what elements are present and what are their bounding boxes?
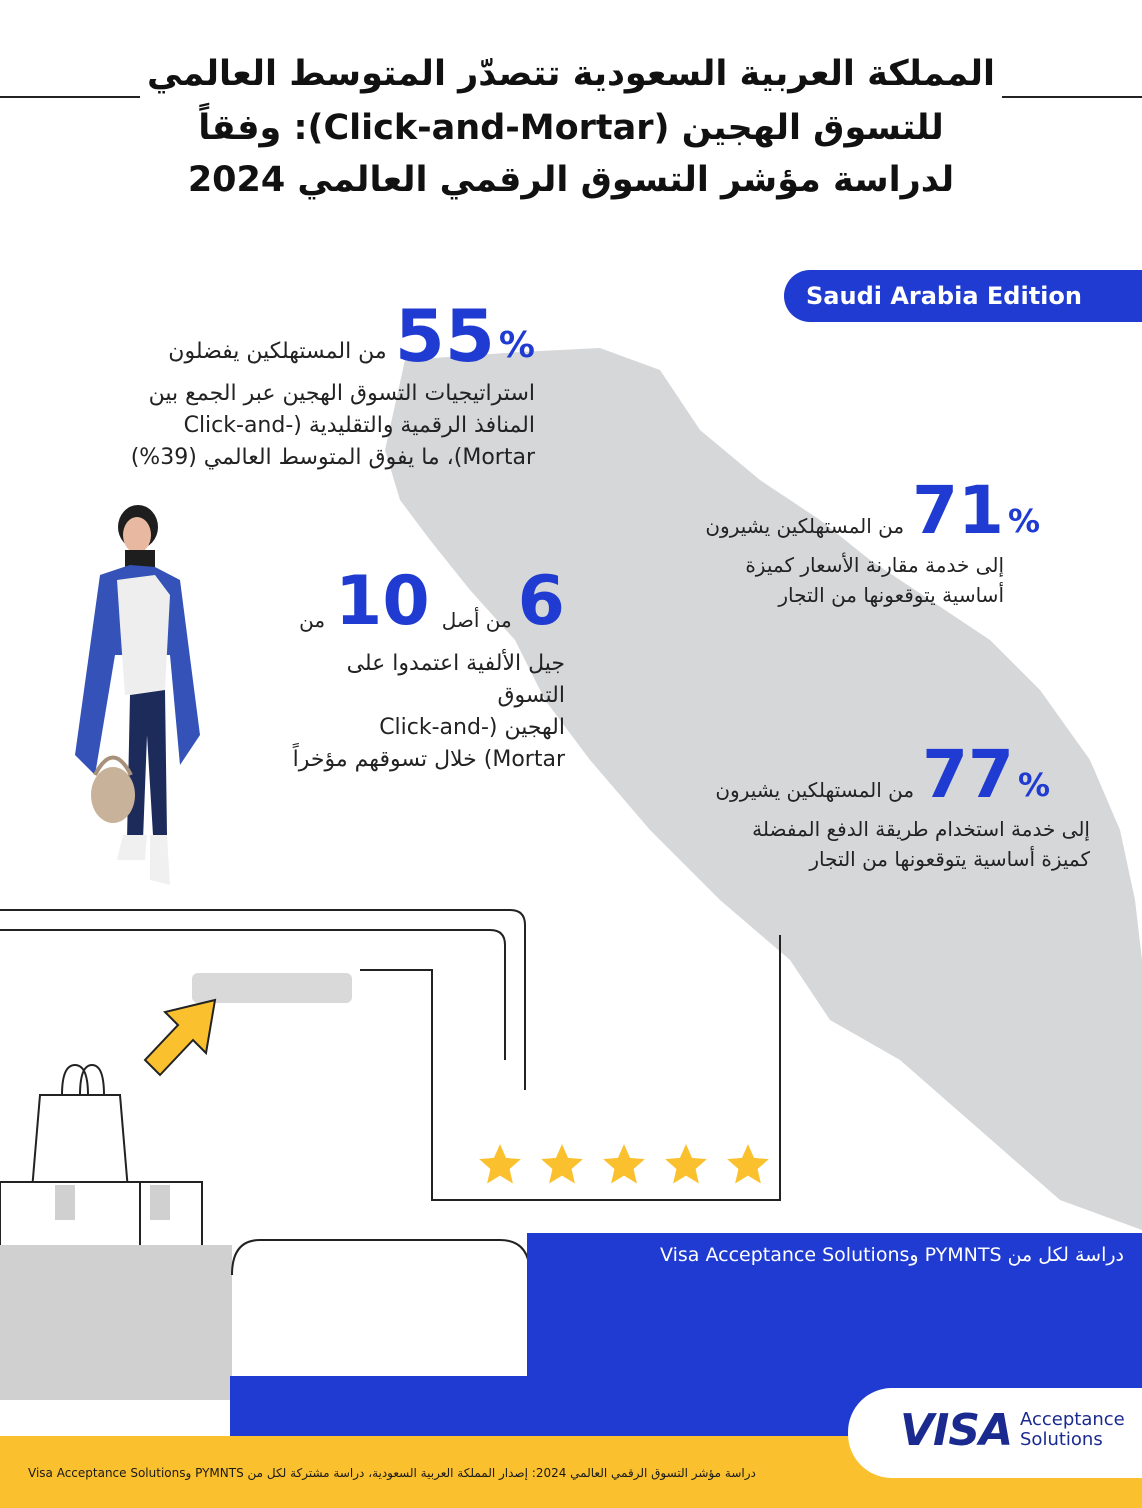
decor-blue-strip: [230, 1376, 580, 1436]
title-line-2: للتسوق الهجين (Click-and-Mortar): وفقاً: [198, 108, 944, 148]
stat-71-percent: %: [1007, 502, 1040, 540]
title-line-3: لدراسة مؤشر التسوق الرقمي العالمي 2024: [187, 160, 955, 200]
stat-77-text-2: كميزة أساسية يتوقعونها من التجار: [809, 847, 1090, 871]
stat-610-connector: من أصل: [441, 608, 512, 632]
rating-stars: [475, 1140, 773, 1190]
study-credit: دراسة لكل من PYMNTS وVisa Acceptance Solutions: [660, 1244, 1124, 1266]
stat-610-number-b: 10: [335, 562, 430, 641]
stat-55-text-1: استراتيجيات التسوق الهجين عبر الجمع بين: [148, 381, 535, 406]
stat-610-after: من: [299, 608, 326, 632]
title-rule-left: [0, 96, 140, 98]
title-rule-right: [1002, 96, 1142, 98]
logo-line-1: Acceptance: [1020, 1409, 1125, 1430]
stat-55: [95, 294, 535, 480]
stat-77-percent: %: [1017, 766, 1050, 804]
stat-610-text-2: الهجين (-Click-and: [379, 715, 565, 740]
logo-line-2: Solutions: [1020, 1429, 1103, 1450]
star-icon: [723, 1140, 773, 1190]
title-line-1: المملكة العربية السعودية تتصدّر المتوسط العالمي: [146, 54, 996, 94]
stat-77-text-1: إلى خدمة استخدام طريقة الدفع المفضلة: [752, 817, 1090, 841]
stat-610-number-a: 6: [517, 562, 565, 641]
stat-55-lead: من المستهلكين يفضلون: [168, 339, 387, 364]
stat-77: [690, 736, 1090, 882]
star-icon: [661, 1140, 711, 1190]
visa-logo: VISA: [900, 1405, 1013, 1456]
stat-55-number: 55: [394, 294, 495, 378]
stat-610-text-1: جيل الألفية اعتمدوا على التسوق: [346, 651, 565, 708]
stat-71-text-1: إلى خدمة مقارنة الأسعار كميزة: [745, 553, 1004, 577]
shopper-woman-illustration: [55, 505, 215, 900]
star-icon: [599, 1140, 649, 1190]
stat-71-number: 71: [912, 472, 1004, 549]
edition-badge: Saudi Arabia Edition: [784, 270, 1142, 322]
stat-55-text-3: Mortar)، ما يفوق المتوسط العالمي (39%): [130, 445, 535, 470]
acceptance-solutions-logo: [1020, 1410, 1125, 1450]
footer-note: دراسة مؤشر التسوق الرقمي العالمي 2024: إصدار المملكة العربية السعودية، دراسة مشتركة لكل من PYMNTS وVisa Acceptance Solutions: [28, 1466, 756, 1480]
stat-71: [690, 472, 1040, 618]
stat-77-number: 77: [922, 736, 1014, 813]
stat-71-text-2: أساسية يتوقعونها من التجار: [778, 583, 1004, 607]
star-icon: [537, 1140, 587, 1190]
stat-77-lead: من المستهلكين يشيرون: [715, 778, 915, 802]
stat-71-lead: من المستهلكين يشيرون: [705, 514, 905, 538]
stat-6-of-10: [275, 562, 565, 772]
stat-610-text-3: Mortar) خلال تسوقهم مؤخراً: [292, 747, 565, 772]
stat-55-text-2: المنافذ الرقمية والتقليدية (-Click-and: [183, 413, 535, 438]
star-icon: [475, 1140, 525, 1190]
stat-55-percent: %: [498, 325, 535, 366]
